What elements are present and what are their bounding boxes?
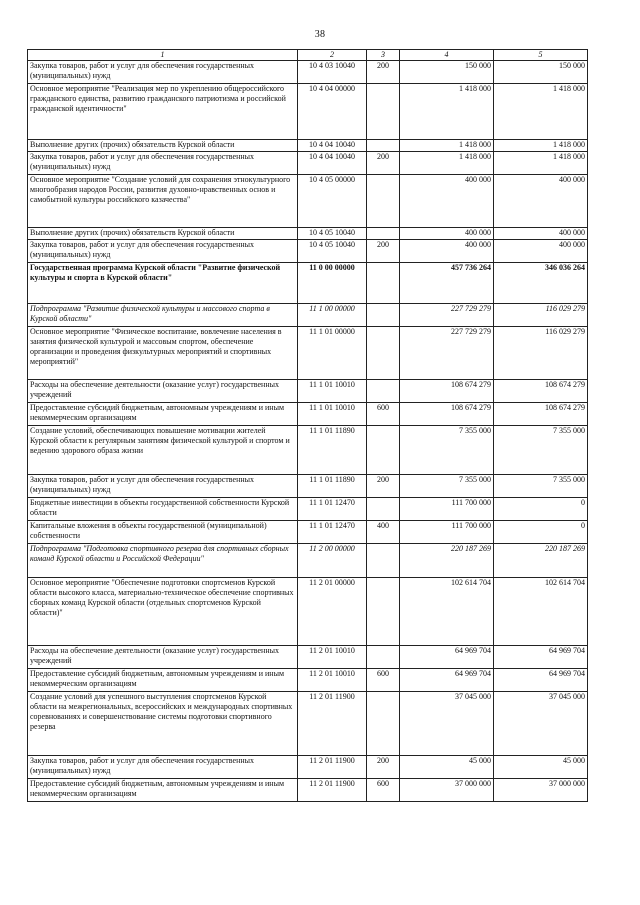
amount-year1-cell: 37 000 000 [400, 779, 494, 802]
expense-type-cell: 200 [367, 152, 400, 175]
target-code-cell: 11 0 00 00000 [298, 263, 367, 304]
target-code-cell: 10 4 03 10040 [298, 61, 367, 84]
amount-year1-cell: 108 674 279 [400, 403, 494, 426]
amount-year1-cell: 111 700 000 [400, 498, 494, 521]
expense-type-cell: 400 [367, 521, 400, 544]
amount-year2-cell: 108 674 279 [494, 380, 588, 403]
table-row [28, 475, 588, 498]
expense-type-cell: 600 [367, 669, 400, 692]
item-name-cell: Капитальные вложения в объекты государственной (муниципальной) собственности [28, 521, 298, 544]
target-code-cell: 11 1 01 00000 [298, 327, 367, 380]
amount-year1-cell: 64 969 704 [400, 646, 494, 669]
expense-type-cell: 200 [367, 240, 400, 263]
amount-year1-cell: 220 187 269 [400, 544, 494, 578]
expense-type-cell [367, 380, 400, 403]
amount-year1-cell: 1 418 000 [400, 84, 494, 140]
item-name-cell: Закупка товаров, работ и услуг для обеспечения государственных (муниципальных) нужд [28, 152, 298, 175]
item-name-cell: Предоставление субсидий бюджетным, автономным учреждениям и иным некоммерческим организациям [28, 669, 298, 692]
expense-type-cell: 600 [367, 779, 400, 802]
table-row [28, 175, 588, 228]
item-name-cell: Выполнение других (прочих) обязательств Курской области [28, 140, 298, 152]
amount-year2-cell: 220 187 269 [494, 544, 588, 578]
amount-year2-cell: 400 000 [494, 228, 588, 240]
item-name-cell: Основное мероприятие "Создание условий для сохранения этнокультурного многообразия народов России, развития духовно-нравственных основ и самобытной культуры российского казачества" [28, 175, 298, 228]
amount-year1-cell: 111 700 000 [400, 521, 494, 544]
table-row [28, 263, 588, 304]
expense-type-cell [367, 228, 400, 240]
expense-type-cell [367, 498, 400, 521]
target-code-cell: 11 2 01 10010 [298, 646, 367, 669]
item-name-cell: Государственная программа Курской области "Развитие физической культуры и спорта в Курской области" [28, 263, 298, 304]
amount-year2-cell: 150 000 [494, 61, 588, 84]
table-row [28, 779, 588, 802]
expense-type-cell [367, 84, 400, 140]
target-code-cell: 10 4 04 10040 [298, 152, 367, 175]
amount-year1-cell: 7 355 000 [400, 426, 494, 475]
item-name-cell: Подпрограмма "Развитие физической культуры и массового спорта в Курской области" [28, 304, 298, 327]
header-col-5: 5 [494, 50, 588, 61]
amount-year1-cell: 227 729 279 [400, 327, 494, 380]
target-code-cell: 11 2 01 11900 [298, 692, 367, 756]
target-code-cell: 11 2 01 11900 [298, 779, 367, 802]
header-row [28, 50, 588, 61]
table-row [28, 84, 588, 140]
amount-year1-cell: 227 729 279 [400, 304, 494, 327]
amount-year2-cell: 45 000 [494, 756, 588, 779]
amount-year1-cell: 150 000 [400, 61, 494, 84]
header-col-4: 4 [400, 50, 494, 61]
expense-type-cell: 600 [367, 403, 400, 426]
amount-year2-cell: 1 418 000 [494, 152, 588, 175]
table-row [28, 327, 588, 380]
amount-year1-cell: 400 000 [400, 175, 494, 228]
table-row [28, 756, 588, 779]
table-row [28, 646, 588, 669]
table-row [28, 403, 588, 426]
item-name-cell: Расходы на обеспечение деятельности (оказание услуг) государственных учреждений [28, 646, 298, 669]
item-name-cell: Основное мероприятие "Физическое воспитание, вовлечение населения в занятия физической культурой и массовым спортом, обеспечение организации и проведения физкультурных мероприятий и спортивных мероприятий" [28, 327, 298, 380]
target-code-cell: 11 2 01 10010 [298, 669, 367, 692]
table-row [28, 578, 588, 646]
target-code-cell: 10 4 05 10040 [298, 240, 367, 263]
item-name-cell: Выполнение других (прочих) обязательств Курской области [28, 228, 298, 240]
expense-type-cell [367, 140, 400, 152]
item-name-cell: Закупка товаров, работ и услуг для обеспечения государственных (муниципальных) нужд [28, 756, 298, 779]
amount-year2-cell: 0 [494, 498, 588, 521]
expense-type-cell [367, 692, 400, 756]
table-row [28, 544, 588, 578]
target-code-cell: 11 2 00 00000 [298, 544, 367, 578]
table-row [28, 140, 588, 152]
budget-table [27, 49, 588, 802]
table-row [28, 61, 588, 84]
amount-year2-cell: 7 355 000 [494, 426, 588, 475]
table-row [28, 521, 588, 544]
amount-year1-cell: 108 674 279 [400, 380, 494, 403]
amount-year2-cell: 64 969 704 [494, 646, 588, 669]
table-row [28, 304, 588, 327]
expense-type-cell [367, 304, 400, 327]
amount-year2-cell: 400 000 [494, 175, 588, 228]
target-code-cell: 11 1 01 12470 [298, 498, 367, 521]
item-name-cell: Создание условий, обеспечивающих повышение мотивации жителей Курской области к регулярным занятиям физической культурой и спортом и ведению здорового образа жизни [28, 426, 298, 475]
amount-year2-cell: 7 355 000 [494, 475, 588, 498]
target-code-cell: 10 4 04 10040 [298, 140, 367, 152]
item-name-cell: Бюджетные инвестиции в объекты государственной собственности Курской области [28, 498, 298, 521]
table-row [28, 380, 588, 403]
amount-year1-cell: 7 355 000 [400, 475, 494, 498]
table-body [28, 61, 588, 802]
amount-year2-cell: 108 674 279 [494, 403, 588, 426]
amount-year2-cell: 0 [494, 521, 588, 544]
header-col-1: 1 [28, 50, 298, 61]
expense-type-cell: 200 [367, 61, 400, 84]
expense-type-cell [367, 426, 400, 475]
expense-type-cell [367, 263, 400, 304]
expense-type-cell [367, 578, 400, 646]
target-code-cell: 11 1 01 11890 [298, 475, 367, 498]
item-name-cell: Основное мероприятие "Обеспечение подготовки спортсменов Курской области высокого класса, материально-техническое обеспечение спортивных сборных команд Курской области (отдельных спортсменов Курской области)" [28, 578, 298, 646]
amount-year2-cell: 64 969 704 [494, 669, 588, 692]
amount-year2-cell: 400 000 [494, 240, 588, 263]
expense-type-cell [367, 327, 400, 380]
expense-type-cell [367, 175, 400, 228]
item-name-cell: Основное мероприятие "Реализация мер по укреплению общероссийского гражданского единства, развитию гражданского патриотизма и российской гражданской идентичности" [28, 84, 298, 140]
table-row [28, 240, 588, 263]
target-code-cell: 11 1 00 00000 [298, 304, 367, 327]
target-code-cell: 11 1 01 11890 [298, 426, 367, 475]
item-name-cell: Предоставление субсидий бюджетным, автономным учреждениям и иным некоммерческим организациям [28, 403, 298, 426]
amount-year1-cell: 457 736 264 [400, 263, 494, 304]
header-col-2: 2 [298, 50, 367, 61]
target-code-cell: 11 1 01 10010 [298, 403, 367, 426]
table-row [28, 228, 588, 240]
header-col-3: 3 [367, 50, 400, 61]
amount-year1-cell: 64 969 704 [400, 669, 494, 692]
target-code-cell: 11 2 01 00000 [298, 578, 367, 646]
amount-year2-cell: 116 029 279 [494, 304, 588, 327]
amount-year1-cell: 45 000 [400, 756, 494, 779]
amount-year2-cell: 116 029 279 [494, 327, 588, 380]
target-code-cell: 10 4 05 00000 [298, 175, 367, 228]
item-name-cell: Расходы на обеспечение деятельности (оказание услуг) государственных учреждений [28, 380, 298, 403]
item-name-cell: Закупка товаров, работ и услуг для обеспечения государственных (муниципальных) нужд [28, 61, 298, 84]
table-row [28, 426, 588, 475]
target-code-cell: 10 4 05 10040 [298, 228, 367, 240]
amount-year2-cell: 1 418 000 [494, 84, 588, 140]
amount-year2-cell: 37 000 000 [494, 779, 588, 802]
target-code-cell: 11 2 01 11900 [298, 756, 367, 779]
item-name-cell: Закупка товаров, работ и услуг для обеспечения государственных (муниципальных) нужд [28, 475, 298, 498]
item-name-cell: Подпрограмма "Подготовка спортивного резерва для спортивных сборных команд Курской области и Российской Федерации" [28, 544, 298, 578]
expense-type-cell: 200 [367, 756, 400, 779]
page-number: 38 [314, 29, 326, 40]
item-name-cell: Создание условий для успешного выступления спортсменов Курской области на межрегиональных, всероссийских и международных спортивных соревнованиях и совершенствование системы подготовки спортивного резерва [28, 692, 298, 756]
amount-year1-cell: 1 418 000 [400, 152, 494, 175]
amount-year2-cell: 102 614 704 [494, 578, 588, 646]
amount-year1-cell: 1 418 000 [400, 140, 494, 152]
amount-year1-cell: 400 000 [400, 228, 494, 240]
expense-type-cell [367, 646, 400, 669]
table-row [28, 692, 588, 756]
amount-year1-cell: 400 000 [400, 240, 494, 263]
amount-year1-cell: 102 614 704 [400, 578, 494, 646]
amount-year2-cell: 37 045 000 [494, 692, 588, 756]
amount-year2-cell: 346 036 264 [494, 263, 588, 304]
table-row [28, 669, 588, 692]
amount-year1-cell: 37 045 000 [400, 692, 494, 756]
item-name-cell: Закупка товаров, работ и услуг для обеспечения государственных (муниципальных) нужд [28, 240, 298, 263]
item-name-cell: Предоставление субсидий бюджетным, автономным учреждениям и иным некоммерческим организациям [28, 779, 298, 802]
target-code-cell: 11 1 01 10010 [298, 380, 367, 403]
target-code-cell: 10 4 04 00000 [298, 84, 367, 140]
table-row [28, 152, 588, 175]
target-code-cell: 11 1 01 12470 [298, 521, 367, 544]
expense-type-cell [367, 544, 400, 578]
expense-type-cell: 200 [367, 475, 400, 498]
table-row [28, 498, 588, 521]
amount-year2-cell: 1 418 000 [494, 140, 588, 152]
